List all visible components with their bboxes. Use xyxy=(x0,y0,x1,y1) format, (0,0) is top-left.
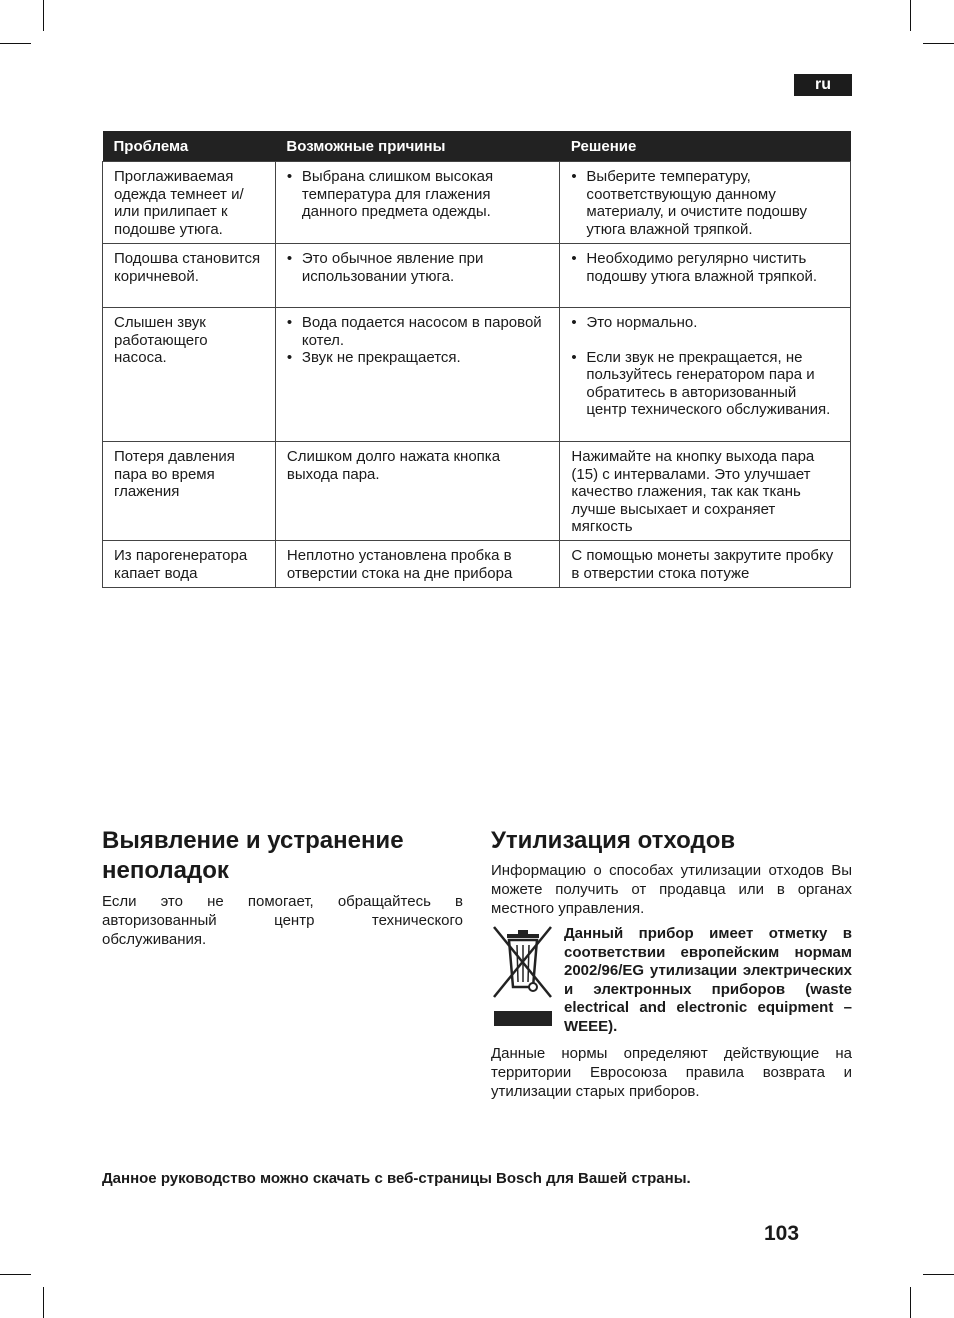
column-header-solution: Решение xyxy=(560,131,851,162)
cause-item: • Вода подается насосом в паровой котел. xyxy=(287,314,549,349)
column-header-causes: Возможные причины xyxy=(275,131,560,162)
crop-mark xyxy=(43,0,44,31)
crossed-out-wheelie-bin-icon xyxy=(491,925,554,1037)
solution-cell xyxy=(560,244,851,308)
crop-mark xyxy=(910,1287,911,1318)
causes-cell xyxy=(275,308,560,442)
disposal-section xyxy=(491,826,852,1101)
page-number: 103 xyxy=(764,1222,800,1245)
causes-cell xyxy=(275,244,560,308)
disposal-outro: Данные нормы определяют действующие на территории Евросоюза правила возврата и утилизации старых приборов. xyxy=(491,1044,852,1100)
section-body: Если это не помогает, обращайтесь в авторизованный центр технического обслуживания. xyxy=(102,893,463,948)
troubleshooting-table xyxy=(102,131,851,588)
solution-cell: С помощью монеты закрутите пробку в отверстии стока потуже xyxy=(560,541,851,588)
section-title-line: неполадок xyxy=(102,857,229,884)
weee-block xyxy=(491,925,852,1037)
problem-cell: Проглаживаемая одежда темнеет и/или прилипает к подошве утюга. xyxy=(103,162,276,244)
solution-item: • Если звук не прекращается, не пользуйтесь генератором пара и обратитесь в авторизованный центр технического обслуживания. xyxy=(571,349,839,419)
table-row xyxy=(103,162,851,244)
section-title-line: Выявление и устранение xyxy=(102,827,404,854)
causes-cell: Неплотно установлена пробка в отверстии стока на дне прибора xyxy=(275,541,560,588)
language-tab: ru xyxy=(794,74,852,96)
table-row xyxy=(103,308,851,442)
cause-item: • Звук не прекращается. xyxy=(287,349,549,366)
weee-text: Данный прибор имеет отметку в соответствии европейским нормам 2002/96/EG утилизации электрических и электронных приборов (waste electrical and electronic equipment – WEEE). xyxy=(564,925,852,1035)
solution-cell xyxy=(560,308,851,442)
solution-item: • Необходимо регулярно чистить подошву утюга влажной тряпкой. xyxy=(571,250,839,285)
cause-item: • Это обычное явление при использовании утюга. xyxy=(287,250,549,285)
cause-item: • Выбрана слишком высокая температура для глажения данного предмета одежды. xyxy=(287,168,549,220)
table-row xyxy=(103,541,851,588)
solution-cell: Нажимайте на кнопку выхода пара (15) с интервалами. Это улучшает качество глажения, так как ткань лучше высыхает и сохраняет мягкость xyxy=(560,442,851,541)
causes-cell: Слишком долго нажата кнопка выхода пара. xyxy=(275,442,560,541)
table-row xyxy=(103,442,851,541)
crop-mark xyxy=(923,43,954,44)
crop-mark xyxy=(43,1287,44,1318)
section-title: Утилизация отходов xyxy=(491,827,736,854)
solution-item: • Это нормально. xyxy=(571,314,839,331)
problem-cell: Слышен звук работающего насоса. xyxy=(103,308,276,442)
solution-item: • Выберите температуру, соответствующую данному материалу, и очистите подошву утюга влажной тряпкой. xyxy=(571,168,839,238)
causes-cell xyxy=(275,162,560,244)
crop-mark xyxy=(0,43,31,44)
table-header-row xyxy=(103,131,851,162)
footer-note: Данное руководство можно скачать с веб-страницы Bosch для Вашей страны. xyxy=(102,1170,691,1187)
solution-cell xyxy=(560,162,851,244)
problem-cell: Подошва становится коричневой. xyxy=(103,244,276,308)
problem-cell: Потеря давления пара во время глажения xyxy=(103,442,276,541)
table-row xyxy=(103,244,851,308)
crop-mark xyxy=(910,0,911,31)
crop-mark xyxy=(0,1274,31,1275)
column-header-problem: Проблема xyxy=(103,131,276,162)
crop-mark xyxy=(923,1274,954,1275)
disposal-intro: Информацию о способах утилизации отходов Вы можете получить от продавца или в органах местного управления. xyxy=(491,862,852,917)
troubleshooting-section xyxy=(102,826,463,949)
problem-cell: Из парогенератора капает вода xyxy=(103,541,276,588)
section-title xyxy=(102,826,463,886)
